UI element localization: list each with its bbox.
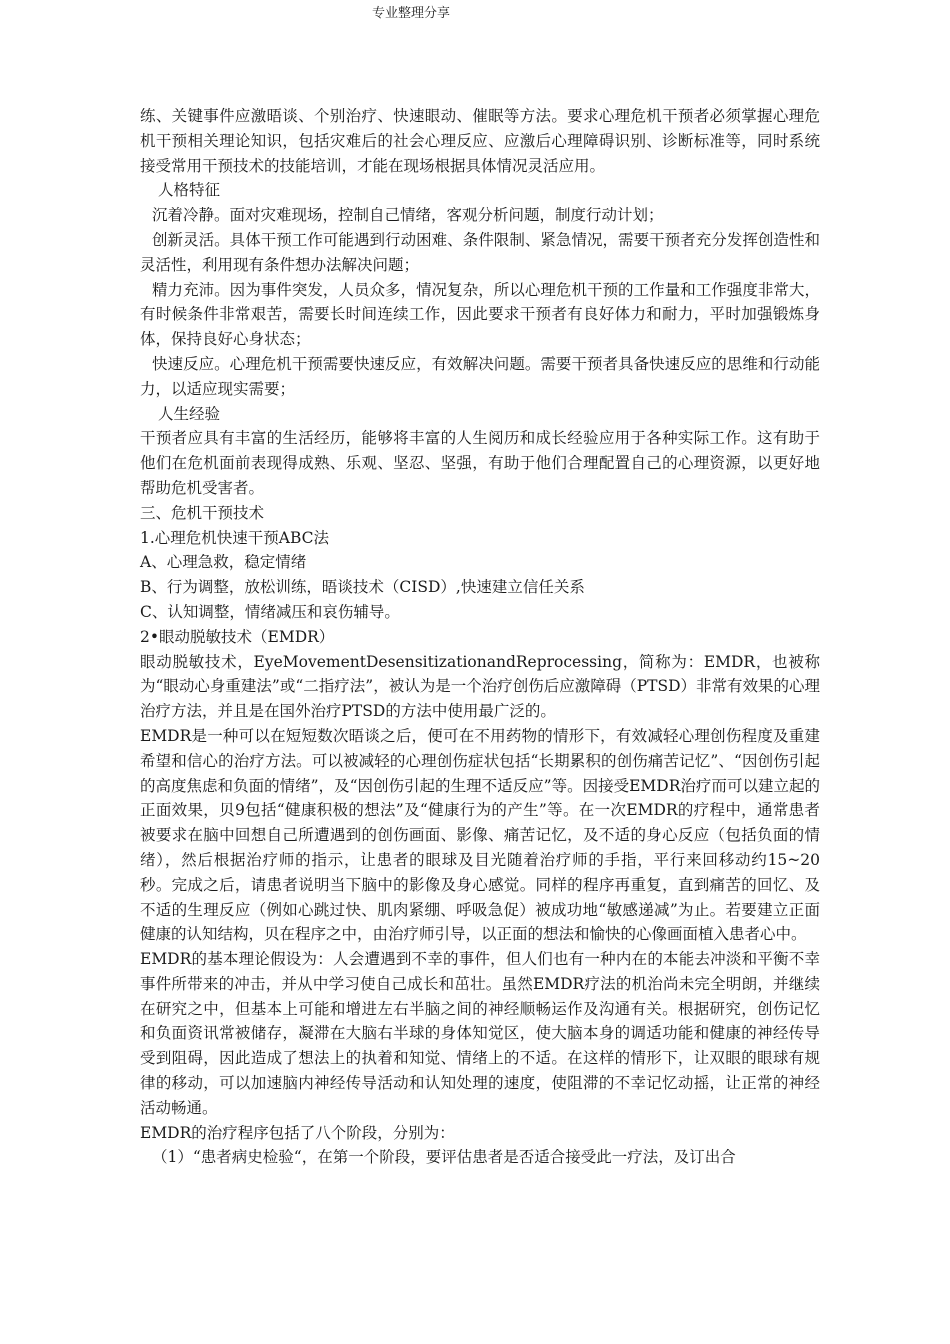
paragraph-emdr-method: EMDR是一种可以在短短数次晤谈之后，便可在不用药物的情形下，有效减轻心理创伤程度及重建希望和信心的治疗方法。可以被减轻的心理创伤症状包括“长期累积的创伤痛苦记忆”、“因创伤引起的高度焦虑和负面的情绪”，及“因创伤引起的生理不适反应”等。因接受EMDR治疗而可以建立起的正面效果，贝9包括“健康积极的想法”及“健康行为的产生”等。在一次EMDR的疗程中，通常患者被要求在脑中回想自己所遭遇到的创伤画面、影像、痛苦记忆，及不适的身心反应（包括负面的情绪），然后根据治疗师的指示，让患者的眼球及目光随着治疗师的手指，平行来回移动约15~20秒。完成之后，请患者说明当下脑中的影像及身心感觉。同样的程序再重复，直到痛苦的回忆、及不适的生理反应（例如心跳过快、肌肉紧绷、呼吸急促）被成功地“敏感递减”为止。若要建立正面健康的认知结构，贝在程序之中，由治疗师引导，以正面的想法和愉快的心像画面植入患者心中。: [140, 726, 820, 944]
paragraph-emdr-theory: EMDR的基本理论假设为：人会遭遇到不幸的事件，但人们也有一种内在的本能去冲淡和平衡不幸事件所带来的冲击，并从中学习使自己成长和茁壮。虽然EMDR疗法的机治尚未完全明朗，并继续在研究之中，但基本上可能和增进左右半脑之间的神经顺畅运作及沟通有关。根据研究，创伤记忆和负面资讯常被储存，凝滞在大脑右半球的身体知觉区，使大脑本身的调适功能和健康的神经传导受到阻碍，因此造成了想法上的执着和知觉、情绪上的不适。在这样的情形下，让双眼的眼球有规律的移动，可以加速脑内神经传导活动和认知处理的速度，使阻滞的不幸记忆动摇，让正常的神经活动畅通。: [140, 950, 820, 1117]
paragraph-quick-response: 快速反应。心理危机干预需要快速反应，有效解决问题。需要干预者具备快速反应的思维和行动能力，以适应现实需要；: [140, 354, 820, 398]
paragraph-innovative: 创新灵活。具体干预工作可能遇到行动困难、条件限制、紧急情况，需要干预者充分发挥创造性和灵活性，利用现有条件想办法解决问题；: [140, 230, 820, 274]
heading-abc-method: 1.心理危机快速干预ABC法: [140, 528, 330, 547]
document-body: [140, 104, 820, 1170]
list-item-b: B、行为调整，放松训练，晤谈技术（CISD）,快速建立信任关系: [140, 578, 585, 597]
paragraph-intervention-training: 练、关键事件应激晤谈、个别治疗、快速眼动、催眠等方法。要求心理危机干预者必须掌握心理危机干预相关理论知识，包括灾难后的社会心理反应、应激后心理障碍识别、诊断标准等，同时系统接受常用干预技术的技能培训，才能在现场根据具体情况灵活应用。: [140, 107, 820, 175]
paragraph-emdr-intro: 眼动脱敏技术，EyeMovementDesensitizationandReprocessing，简称为：EMDR，也被称为“眼动心身重建法”或“二指疗法”，被认为是一个治疗创伤后应激障碍（PTSD）非常有效果的心理治疗方法，并且是在国外治疗PTSD的方法中使用最广泛的。: [140, 652, 821, 721]
paragraph-calm: 沉着冷静。面对灾难现场，控制自己情绪，客观分析问题，制度行动计划；: [152, 206, 664, 225]
page-header: 专业整理分享: [372, 6, 451, 21]
paragraph-emdr-stages: EMDR的治疗程序包括了八个阶段，分别为：: [140, 1123, 455, 1142]
heading-section-three: 三、危机干预技术: [140, 503, 265, 522]
paragraph-stage-one: （1）“患者病史检验“，在第一个阶段，要评估患者是否适合接受此一疗法，及订出合: [152, 1148, 736, 1167]
heading-personality: 人格特征: [158, 181, 221, 200]
heading-emdr: 2•眼动脱敏技术（EMDR）: [140, 627, 335, 646]
paragraph-energetic: 精力充沛。因为事件突发，人员众多，情况复杂，所以心理危机干预的工作量和工作强度非常大，有时候条件非常艰苦，需要长时间连续工作，因此要求干预者有良好体力和耐力，平时加强锻炼身体，保持良好心身状态；: [140, 280, 820, 349]
list-item-c: C、认知调整，情绪减压和哀伤辅导。: [140, 602, 400, 621]
heading-life-experience: 人生经验: [158, 404, 221, 423]
list-item-a: A、心理急救，稳定情绪: [140, 553, 307, 572]
paragraph-life-experience: 干预者应具有丰富的生活经历，能够将丰富的人生阅历和成长经验应用于各种实际工作。这有助于他们在危机面前表现得成熟、乐观、坚忍、坚强，有助于他们合理配置自己的心理资源，以更好地帮助危机受害者。: [140, 429, 820, 497]
